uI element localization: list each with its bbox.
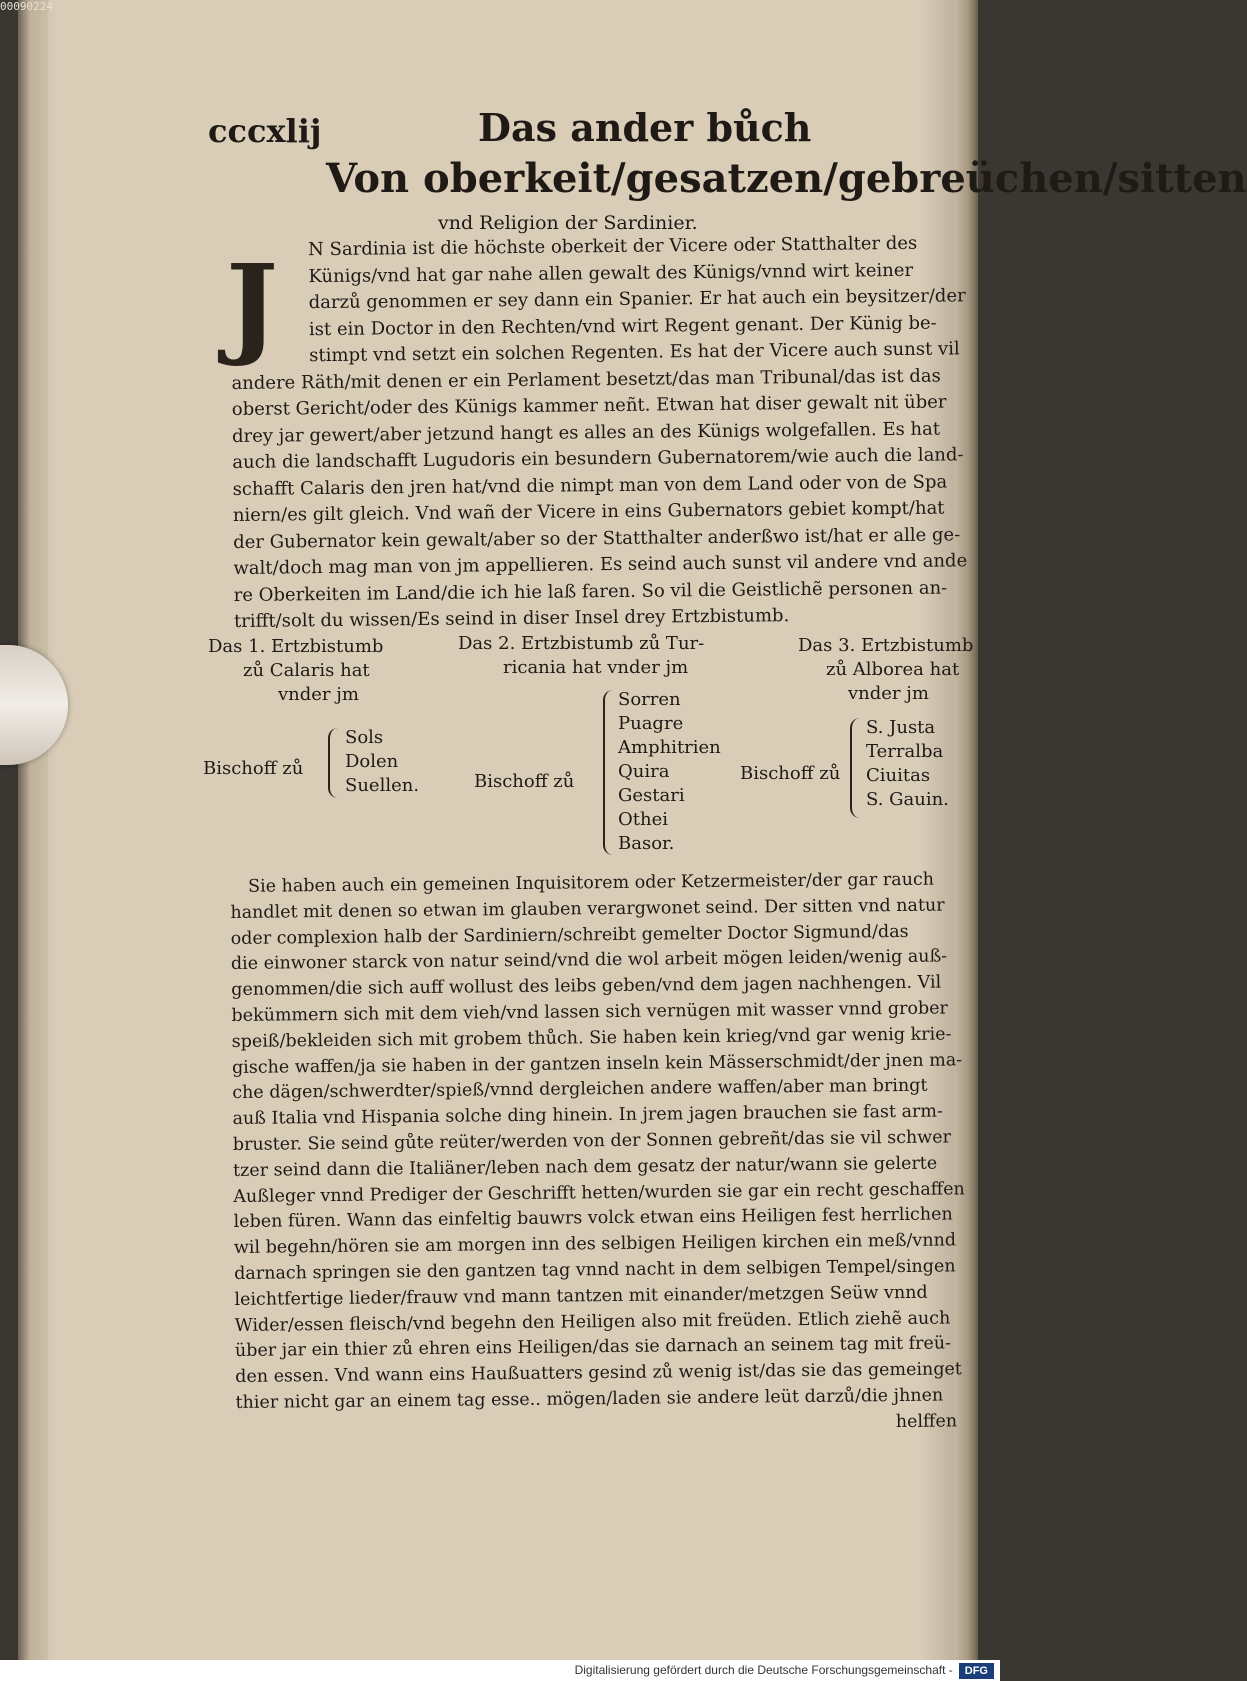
paragraph-line: re Oberkeiten im Land/die ich hie laß faren. So vil die Geistlichẽ personen an- [233,577,948,606]
paragraph-line: N Sardinia ist die höchste oberkeit der Vicere oder Statthalter des [308,232,918,261]
paragraph-line: niern/es gilt gleich. Vnd wañ der Vicere in eins Gubernators gebiet kompt/hat [232,497,945,526]
diocese-heading-line: vnder jm [848,683,929,704]
diocese-heading-line: Das 2. Ertzbistumb zů Tur- [458,633,705,654]
catalog-number: 00090224 [0,0,53,13]
diocese-heading-line: Das 1. Ertzbistumb [208,636,384,657]
paragraph-line: speiß/bekleiden sich mit grobem thůch. Sie haben kein krieg/vnd gar wenig krie- [231,1024,952,1052]
diocese-heading-line: zů Calaris hat [243,660,370,681]
paragraph-1 [230,230,969,635]
paragraph-line: gische waffen/ja sie haben in der gantzen inseln kein Mässerschmidt/der jnen ma- [231,1049,963,1078]
paragraph-line: leichtfertige lieder/frauw vnd mann tantzen mit einander/metzgen Seüw vnnd [234,1282,928,1310]
paragraph-line: drey jar gewert/aber jetzund hangt es alles an des Künigs wolgefallen. Es hat [231,418,941,447]
bishopric: Basor. [618,833,675,854]
paragraph-line: wil begehn/hören sie am morgen inn des selbigen Heiligen kirchen ein meß/vnnd [233,1230,957,1259]
bishopric: Sorren [618,689,681,710]
bishopric: S. Gauin. [866,789,949,810]
bishopric: Terralba [866,741,944,762]
dfg-logo: DFG [959,1663,994,1679]
diocese-3-bishops [866,716,949,812]
paragraph-line: den essen. Vnd wann eins Haußuatters gesind zů wenig ist/das sie das gemeinget [235,1359,962,1388]
bishopric: Dolen [345,751,399,772]
digitization-footer [0,1660,1000,1681]
page-gutter-edge [18,0,48,1660]
paragraph-2 [230,867,967,1442]
paragraph-line: der Gubernator kein gewalt/aber so der Statthalter anderßwo ist/hat er alle ge- [233,523,961,553]
diocese-2-heading [458,632,704,680]
diocese-2-bishops [618,688,721,856]
diocese-2-lead: Bischoff zů [474,771,575,792]
diocese-1-brace [328,728,342,798]
running-header: Das ander bůch [478,105,812,150]
diocese-2-brace [603,690,617,855]
chapter-subtitle: vnd Religion der Sardinier. [438,212,698,234]
footer-text: Digitalisierung gefördert durch die Deutsche Forschungsgemeinschaft - [574,1663,953,1677]
paragraph-line: che dägen/schwerdter/spieß/vnnd dergleichen andere waffen/aber man bringt [232,1076,928,1104]
paragraph-line: oder complexion halb der Sardiniern/schreibt gemelter Doctor Sigmund/das [230,921,909,949]
paragraph-line: auß Italia vnd Hispania solche ding hinein. In jrem jagen brauchen sie fast arm- [232,1101,943,1130]
diocese-3-lead: Bischoff zů [740,763,841,784]
bishopric: Ciuitas [866,765,931,786]
book-page [18,0,1247,1660]
paragraph-line: oberst Gericht/oder des Künigs kammer neñt. Etwan hat diser gewalt nit über [231,391,947,420]
paragraph-line: über jar ein thier zů ehren eins Heiligen/das sie darnach an seinem tag mit freü- [234,1333,952,1362]
paragraph-line: ist ein Doctor in den Rechten/vnd wirt Regent genant. Der Künig be- [308,312,937,340]
bishopric: Puagre [618,713,684,734]
diocese-3-heading [798,634,973,706]
diocese-heading-line: Das 3. Ertzbistumb [798,635,974,656]
diocese-1-lead: Bischoff zů [203,758,304,779]
bishopric: Amphitrien [618,737,721,758]
paragraph-line: trifft/solt du wissen/Es seind in diser Insel drey Ertzbistumb. [233,605,790,632]
paragraph-line: darnach springen sie den gantzen tag vnnd nacht in dem selbigen Tempel/singen [234,1256,956,1284]
bishopric: S. Justa [866,717,936,738]
bishopric: Quira [618,761,670,782]
paragraph-line: Wider/essen fleisch/vnd begehn den Heiligen also mit freüden. Etlich ziehẽ auch [234,1308,951,1336]
diocese-heading-line: ricania hat vnder jm [503,657,689,678]
paragraph-line: leben füren. Wann das einfeltig bauwrs volck etwan eins Heiligen fest herrlichen [233,1204,953,1233]
bishopric: Sols [345,727,384,748]
paragraph-line: bekümmern sich mit dem vieh/vnd lassen sich vernügen mit wasser vnnd grober [231,998,948,1026]
diocese-heading-line: vnder jm [278,684,359,705]
paragraph-line: tzer seind dann die Italiäner/leben nach dem gesatz der natur/wann sie gelerte [232,1153,938,1181]
paragraph-line: stimpt vnd setzt ein solchen Regenten. Es hat der Vicere auch sunst vil [309,338,960,367]
paragraph-line: bruster. Sie seind gůte reüter/werden von der Sonnen gebreñt/das sie vil schwer [232,1127,952,1155]
bishopric: Gestari [618,785,685,806]
paragraph-line: schafft Calaris den jren hat/vnd die nimpt man von dem Land oder von de Spa [232,471,948,500]
paragraph-line: genommen/die sich auff wollust des leibs geben/vnd dem jagen nachhengen. Vil [231,972,942,1001]
diocese-1-heading [208,635,383,707]
diocese-heading-line: zů Alborea hat [826,659,960,680]
diocese-1-bishops [345,726,419,798]
chapter-title: Von oberkeit/gesatzen/gebreüchen/sitten [326,155,1247,202]
decorated-initial: J [225,240,279,369]
bishopric: Othei [618,809,668,830]
paragraph-line: Außleger vnnd Prediger der Geschrifft hetten/wurden sie gar ein recht geschaffen [233,1178,965,1207]
bishopric: Suellen. [345,775,420,796]
folio-number: cccxlij [208,112,322,150]
paragraph-line: walt/doch mag man von jm appellieren. Es seind auch sunst vil andere vnd ande [233,550,968,579]
paragraph-line: Sie haben auch ein gemeinen Inquisitorem oder Ketzermeister/der gar rauch [248,869,935,897]
paragraph-line: Künigs/vnd hat gar nahe allen gewalt des Künigs/vnnd wirt keiner [308,259,914,287]
catchword: helffen [895,1411,958,1432]
paragraph-line: darzů genommen er sey dann ein Spanier. Er hat auch ein beysitzer/der [308,285,966,314]
paragraph-line: auch die landschafft Lugudoris ein besundern Gubernatorem/wie auch die land- [232,444,964,473]
paragraph-line: die einwoner starck von natur seind/vnd die wol arbeit mögen leiden/wenig auß- [230,946,948,975]
paragraph-line: andere Räth/mit denen er ein Perlament besetzt/das man Tribunal/das ist das [231,365,941,394]
diocese-3-brace [850,718,864,818]
paragraph-line: handlet mit denen so etwan im glauben verargwonet seind. Der sitten vnd natur [230,895,945,923]
paragraph-line: thier nicht gar an einem tag esse.. mögen/laden sie andere leüt darzů/die jhnen [235,1385,944,1413]
